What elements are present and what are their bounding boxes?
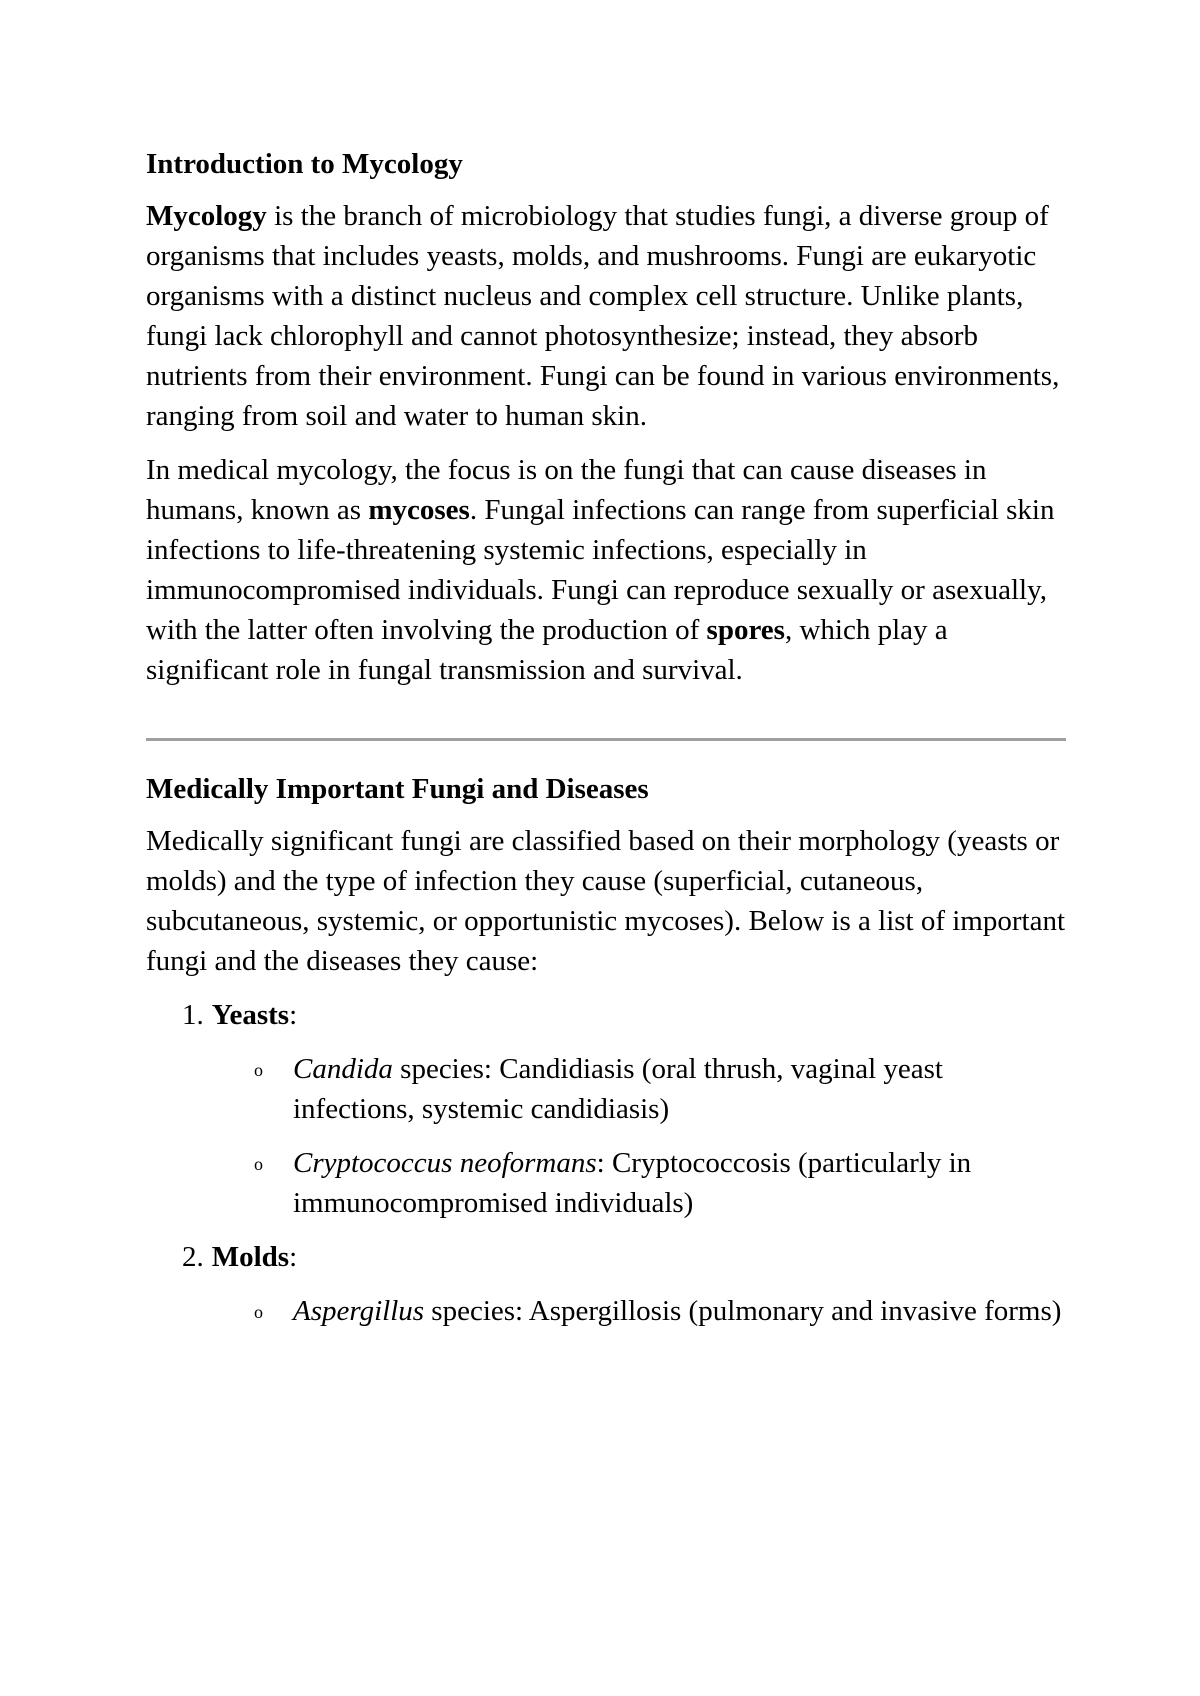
document-page bbox=[146, 144, 1066, 1345]
list-item bbox=[146, 1143, 1066, 1223]
list-number: 2. bbox=[182, 1241, 204, 1273]
organism-name: Candida bbox=[293, 1053, 393, 1085]
list-item-molds bbox=[146, 1237, 1066, 1331]
section-heading-intro: Introduction to Mycology bbox=[146, 148, 463, 180]
disease-text: species: Aspergillosis (pulmonary and invasive forms) bbox=[424, 1295, 1062, 1327]
term-mycoses: mycoses bbox=[368, 494, 470, 526]
term-spores: spores bbox=[706, 614, 785, 646]
organism-name: Aspergillus bbox=[293, 1295, 425, 1327]
paragraph-mycology-definition bbox=[146, 196, 1066, 436]
list-item bbox=[146, 1291, 1066, 1331]
paragraph-text: In medical mycology, the focus is on the fungi that can cause diseases in humans, known as bbox=[146, 454, 987, 526]
paragraph-text: . Fungal infections can range from superficial skin infections to life-threatening systemic infections, especially in immunocompromised individuals. Fungi can reproduce sexually or asexually, with the latter often involving the production of bbox=[146, 494, 1055, 646]
paragraph-text: , which play a significant role in fungal transmission and survival. bbox=[146, 614, 948, 686]
list-item-yeasts bbox=[146, 995, 1066, 1223]
list-number: 1. bbox=[182, 999, 204, 1031]
species-list bbox=[146, 1049, 1066, 1223]
category-label bbox=[182, 1237, 1066, 1277]
circle-bullet-icon: o bbox=[254, 1302, 263, 1322]
category-name: Yeasts bbox=[211, 999, 290, 1031]
paragraph-medical-mycology bbox=[146, 450, 1066, 690]
category-label bbox=[182, 995, 1066, 1035]
section-heading-fungi-diseases: Medically Important Fungi and Diseases bbox=[146, 773, 649, 805]
circle-bullet-icon: o bbox=[254, 1154, 263, 1174]
horizontal-rule bbox=[146, 738, 1066, 741]
disease-text: : Cryptococcosis (particularly in immunocompromised individuals) bbox=[293, 1147, 972, 1219]
species-list bbox=[146, 1291, 1066, 1331]
paragraph-text: is the branch of microbiology that studies fungi, a diverse group of organisms that includes yeasts, molds, and mushrooms. Fungi are eukaryotic organisms with a distinct nucleus and complex cell structure. Unlike plants, fungi lack chlorophyll and cannot photosynthesize; instead, they absorb nutrients from their environment. Fungi can be found in various environments, ranging from soil and water to human skin. bbox=[146, 200, 1060, 432]
organism-name: Cryptococcus neoformans bbox=[293, 1147, 597, 1179]
circle-bullet-icon: o bbox=[254, 1060, 263, 1080]
category-name: Molds bbox=[211, 1241, 290, 1273]
term-mycology: Mycology bbox=[146, 200, 267, 232]
fungi-category-list bbox=[146, 995, 1066, 1331]
category-suffix: : bbox=[289, 999, 298, 1031]
list-item bbox=[146, 1049, 1066, 1129]
category-suffix: : bbox=[289, 1241, 298, 1273]
disease-text: species: Candidiasis (oral thrush, vaginal yeast infections, systemic candidiasis) bbox=[293, 1053, 943, 1125]
paragraph-classification-intro: Medically significant fungi are classified based on their morphology (yeasts or molds) and the type of infection they cause (superficial, cutaneous, subcutaneous, systemic, or opportunistic mycoses). Below is a list of important fungi and the diseases they cause: bbox=[146, 825, 1066, 977]
